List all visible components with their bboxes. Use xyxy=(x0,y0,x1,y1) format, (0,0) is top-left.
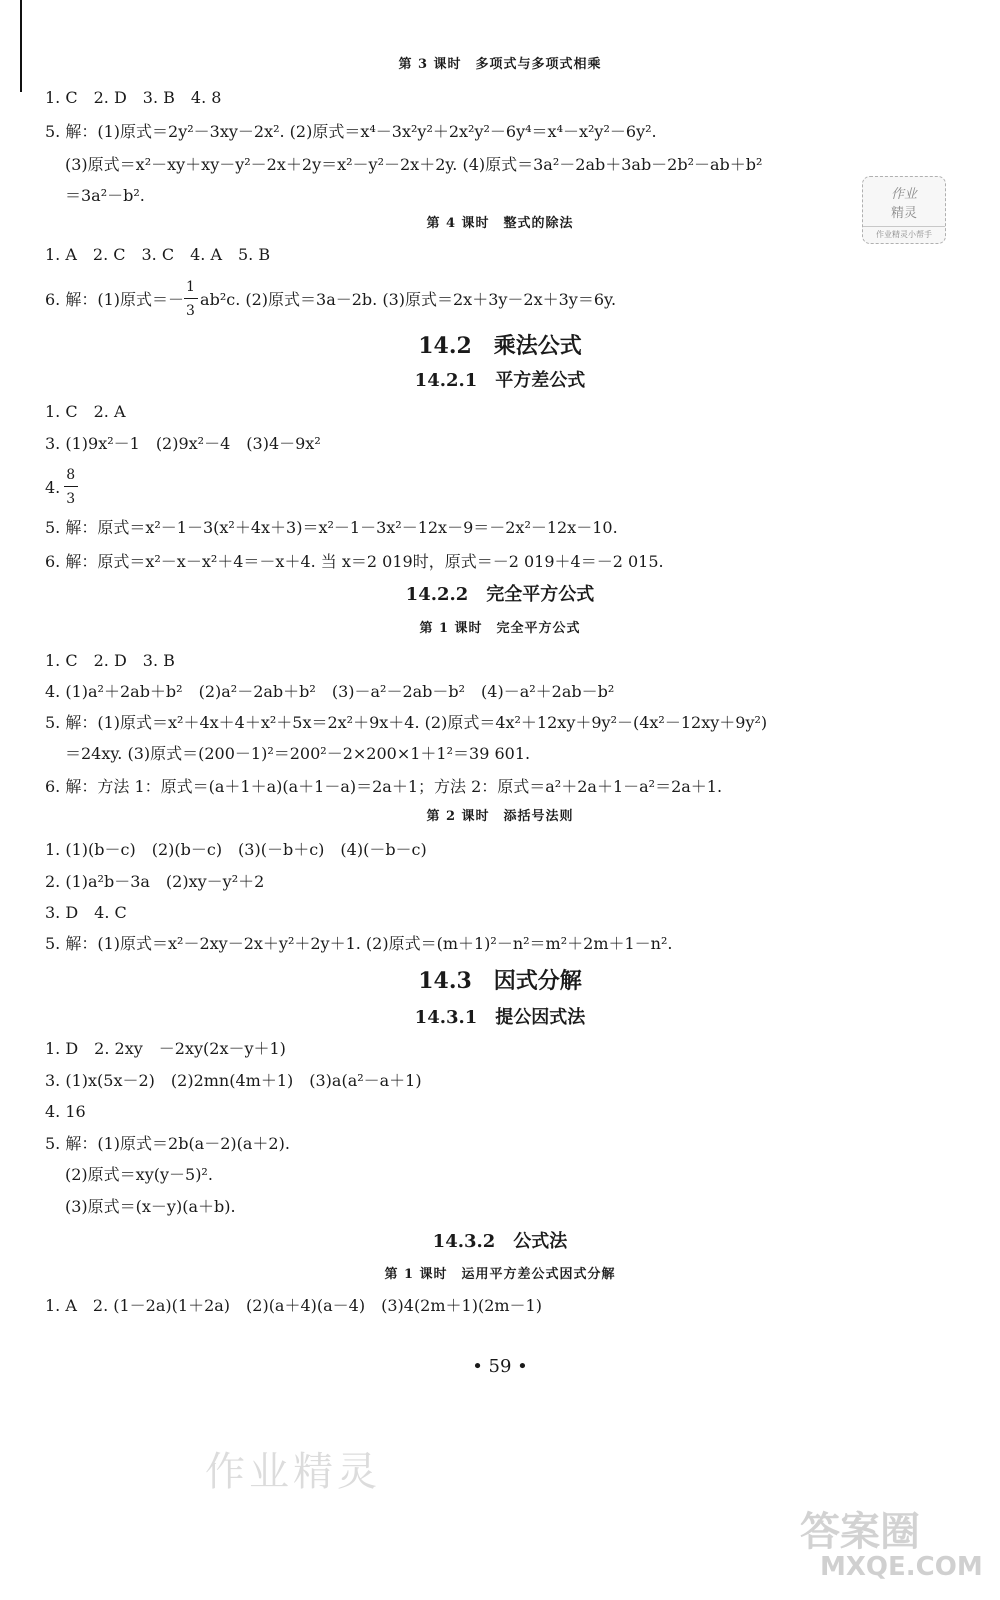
answer-line: 1. A 2. C 3. C 4. A 5. B xyxy=(45,245,271,264)
answer-line: 1. (1)(b－c) (2)(b－c) (3)(－b＋c) (4)(－b－c) xyxy=(45,840,427,859)
watermark-left: 作业精灵 xyxy=(205,1449,381,1495)
fraction xyxy=(184,278,200,319)
answer-prefix: 4. xyxy=(45,478,61,497)
answer-line: 1. C 2. D 3. B xyxy=(45,651,175,670)
answer-line: 1. C 2. A xyxy=(45,402,126,421)
answer-line: 5. 解：原式＝x²－1－3(x²＋4x＋3)＝x²－1－3x²－12x－9＝－2x²－12x－10. xyxy=(45,518,618,537)
answer-line: 3. (1)9x²－1 (2)9x²－4 (3)4－9x² xyxy=(45,434,321,453)
fraction-bar xyxy=(184,298,198,299)
answer-line xyxy=(45,466,80,507)
answer-line: 1. A 2. (1－2a)(1＋2a) (2)(a＋4)(a－4) (3)4(2m＋1)(2m－1) xyxy=(45,1296,542,1315)
answer-line: ＝24xy. (3)原式＝(200－1)²＝200²－2×200×1＋1²＝39 601. xyxy=(65,744,531,763)
answer-line: 5. 解：(1)原式＝x²－2xy－2x＋y²＋2y＋1. (2)原式＝(m＋1)²－n²＝m²＋2m＋1－n². xyxy=(45,934,673,953)
subsection-14-3-2-title: 14.3.2 公式法 xyxy=(432,1231,568,1252)
watermark-right-bottom: MXQE.COM xyxy=(820,1552,983,1582)
lesson-4-heading: 第 4 课时 整式的除法 xyxy=(426,216,574,231)
section-14-3-title: 14.3 因式分解 xyxy=(418,968,582,994)
fraction-denominator: 3 xyxy=(186,302,195,319)
page-number: • 59 • xyxy=(472,1356,528,1377)
page-edge-line xyxy=(20,0,22,92)
lesson-heading: 第 2 课时 添括号法则 xyxy=(426,809,574,824)
subsection-14-2-1-title: 14.2.1 平方差公式 xyxy=(414,370,586,391)
subsection-14-2-2-title: 14.2.2 完全平方公式 xyxy=(405,584,595,605)
answer-line: 3. D 4. C xyxy=(45,903,127,922)
answer-line: ＝3a²－b². xyxy=(65,186,145,205)
answer-line: (3)原式＝(x－y)(a＋b). xyxy=(65,1197,236,1216)
answer-line: (3)原式＝x²－xy＋xy－y²－2x＋2y＝x²－y²－2x＋2y. (4)原式＝3a²－2ab＋3ab－2b²－ab＋b² xyxy=(65,155,763,174)
answer-line: 6. 解：方法 1：原式＝(a＋1＋a)(a＋1－a)＝2a＋1；方法 2：原式＝a²＋2a＋1－a²＝2a＋1. xyxy=(45,777,723,796)
subsection-14-3-1-title: 14.3.1 提公因式法 xyxy=(414,1007,586,1028)
answer-line: 5. 解：(1)原式＝x²＋4x＋4＋x²＋5x＝2x²＋9x＋4. (2)原式＝4x²＋12xy＋9y²－(4x²－12xy＋9y²) xyxy=(45,713,768,732)
answer-line: (2)原式＝xy(y－5)². xyxy=(65,1165,213,1184)
fraction-numerator: 8 xyxy=(66,466,76,483)
answer-prefix: 6. 解：(1)原式＝－ xyxy=(45,290,185,309)
stamp-top-text: 作业 xyxy=(890,187,917,202)
watermark-right-top: 答案圈 xyxy=(800,1508,920,1555)
answer-line: 4. (1)a²＋2ab＋b² (2)a²－2ab＋b² (3)－a²－2ab－b² (4)－a²＋2ab－b² xyxy=(45,682,615,701)
answer-line: 5. 解：(1)原式＝2b(a－2)(a＋2). xyxy=(45,1134,290,1153)
answer-line: 1. C 2. D 3. B 4. 8 xyxy=(45,88,222,107)
fraction-numerator: 1 xyxy=(186,278,195,295)
stamp-logo xyxy=(862,176,946,244)
answer-line: 6. 解：原式＝x²－x－x²＋4＝－x＋4. 当 x＝2 019时，原式＝－2 019＋4＝－2 015. xyxy=(45,552,664,571)
lesson-heading: 第 1 课时 运用平方差公式因式分解 xyxy=(384,1267,616,1282)
answer-line: 1. D 2. 2xy －2xy(2x－y＋1) xyxy=(45,1039,286,1058)
answer-line: 4. 16 xyxy=(45,1102,86,1121)
stamp-bottom-text: 作业精灵小帮手 xyxy=(863,226,945,240)
section-14-2-title: 14.2 乘法公式 xyxy=(418,333,582,359)
answer-line: 2. (1)a²b－3a (2)xy－y²＋2 xyxy=(45,872,265,891)
fraction-bar xyxy=(64,486,78,487)
lesson-3-heading: 第 3 课时 多项式与多项式相乘 xyxy=(398,57,602,72)
answer-line: 3. (1)x(5x－2) (2)2mn(4m＋1) (3)a(a²－a＋1) xyxy=(45,1071,422,1090)
fraction xyxy=(64,466,80,507)
answer-line xyxy=(45,278,617,319)
fraction-denominator: 3 xyxy=(66,490,76,507)
stamp-middle-text: 精灵 xyxy=(890,206,917,221)
lesson-heading: 第 1 课时 完全平方公式 xyxy=(419,621,581,636)
answer-line: 5. 解：(1)原式＝2y²－3xy－2x². (2)原式＝x⁴－3x²y²＋2x²y²－6y⁴＝x⁴－x²y²－6y². xyxy=(45,122,657,141)
answer-suffix: ab²c. (2)原式＝3a－2b. (3)原式＝2x＋3y－2x＋3y＝6y. xyxy=(200,290,617,309)
